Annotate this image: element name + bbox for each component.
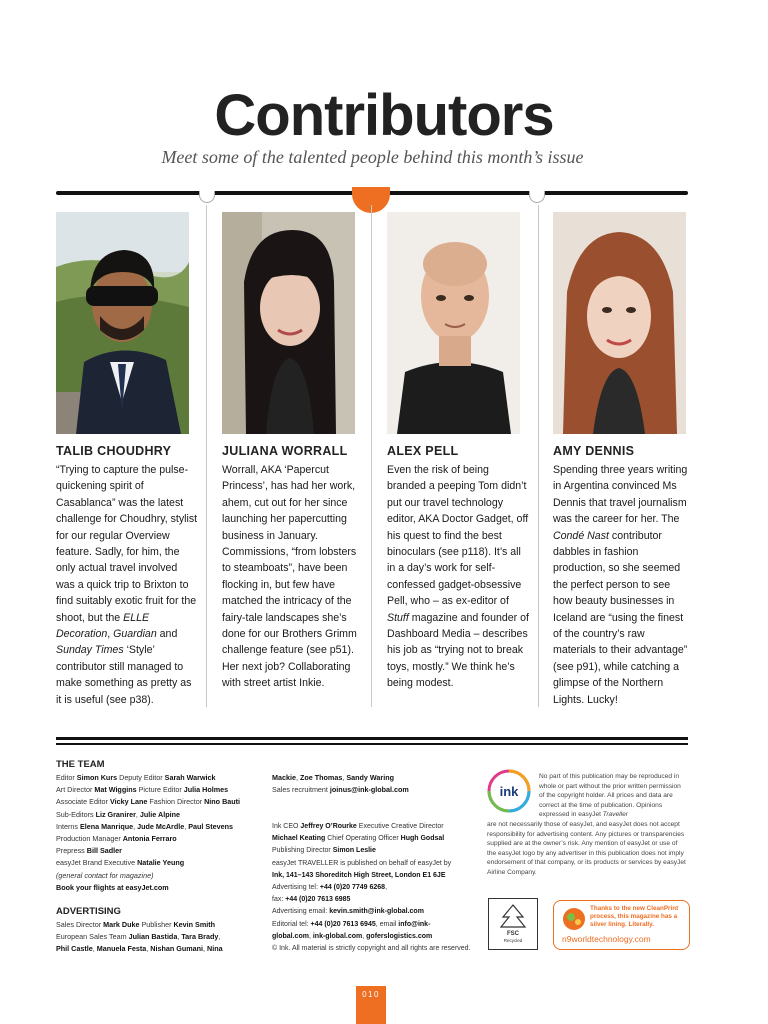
cleanprint-text: Thanks to the new CleanPrint process, this magazine has a silver lining. Literally. — [590, 905, 679, 928]
page-subtitle: Meet some of the talented people behind this month’s issue — [161, 147, 584, 167]
contributor-photo-alex — [387, 212, 520, 434]
contributor-bio: “Trying to capture the pulse-quickening spirit of Casablanca” was the latest challenge for Choudhry, stylist for our regular Overview feature. Sadly, for him, the only actual travel involved was a quick trip to Brixton to find suitably exotic fruit for the shoot, but the ELLE Decoration, Guardian and Sunday Times ‘Style’ contributor still managed to make something as pretty as it is useful (see p38). — [56, 464, 198, 706]
contributor-photo-juliana — [222, 212, 355, 434]
contributor-bio: Even the risk of being branded a peeping Tom didn’t put our travel technology editor, AKA Doctor Gadget, off his quest to find the best binoculars (see p118). It’s all in a day’s work for self-confessed gadget-obsessive Pell, who – as ex-editor of Stuff magazine and founder of Dashboard Media – describes his job as “trying not to break toys, mostly.” We think he’s being modest. — [387, 464, 529, 690]
contributor-photo-talib — [56, 212, 189, 434]
column-divider — [206, 205, 207, 707]
team-credits: Editor Simon Kurs Deputy Editor Sarah Warwick Art Director Mat Wiggins Picture Editor Julia Holmes Associate Editor Vicky Lane Fashion Director Nino Bauti Sub-Editors Liz Granirer, Julie Alpine Interns Elena Manrique, Jude McArdle, Paul Stevens Production Manager Antonia Ferraro Prepress Bill Sadler easyJet Brand Executive Natalie Yeung (general contact for magazine) Book your flights at easyJet.com — [56, 773, 241, 892]
page-number: 010 — [362, 990, 380, 999]
ink-credits: Ink CEO Jeffrey O’Rourke Executive Creative Director Michael Keating Chief Operating Officer Hugh Godsal Publishing Director Simon Leslie easyJet TRAVELLER is published on behalf of easyJet by Ink, 141–143 Shoreditch High Street, London E1 6JE Advertising tel: +44 (0)20 7749 6268, fax: +44 (0)20 7613 6985 Advertising email: kevin.smith@ink-global.com Editorial tel: +44 (0)20 7613 6945, email info@ink- global.com, ink-global.com, gofersl​ogistics.com © Ink. All material is strictly copyright and all rights are reserved. — [272, 823, 471, 953]
contributor-name: AMY DENNIS — [553, 444, 635, 458]
column-divider — [371, 205, 372, 707]
divider-cap — [199, 191, 215, 203]
footer-rule-thin — [56, 743, 688, 745]
contributor-name: ALEX PELL — [387, 444, 459, 458]
contributor-name: JULIANA WORRALL — [222, 444, 348, 458]
fsc-badge — [488, 898, 538, 950]
contributor-photo-amy — [553, 212, 686, 434]
svg-text:Recycled: Recycled — [503, 938, 523, 943]
globe-icon — [562, 907, 586, 931]
legal-text-indent: No part of this publication may be reproduced in whole or part without the prior written permission of the copyright holder. All prices and data are correct at the time of publication. Opinions expressed in easyJet Traveller — [539, 773, 681, 819]
cleanprint-site: n9worldtechnology.com — [562, 934, 651, 944]
sales-credits: Mackie, Zoe Thomas, Sandy Waring Sales recruitment joinus@ink-global.com — [272, 773, 409, 795]
column-divider — [538, 205, 539, 707]
contributor-bio: Spending three years writing in Argentina convinced Ms Dennis that travel journalism was the career for her. The Condé Nast contributor dabbles in fashion production, so she seemed the perfect person to see how beauty businesses in Iceland are “using the finest of the country’s raw materials to their advantage” (see p91), while catching a glimpse of the Northern Lights. Lucky! — [553, 464, 688, 706]
ink-logo-text: ink — [499, 784, 519, 799]
svg-text:FSC: FSC — [507, 931, 519, 937]
contributor-name: TALIB CHOUDHRY — [56, 444, 172, 458]
divider-cap — [529, 191, 545, 203]
legal-text-full: are not necessarily those of easyJet, and easyJet does not accept responsibility for advertising content. Any pictures or transparencies supplied are at the owner’s risk. Any mention of easyJet or use of the easyJet logo by any advertiser in this publication does not imply endorsement of that company, or its products or services by easyJet Airline Company. — [487, 820, 686, 876]
page-number-tab — [356, 986, 386, 1024]
page-title: Contributors — [214, 83, 554, 148]
team-heading: THE TEAM — [56, 759, 105, 770]
footer-rule — [56, 737, 688, 740]
legal-text — [487, 772, 687, 878]
cleanprint-badge — [553, 900, 690, 950]
contributor-bio: Worrall, AKA ‘Papercut Princess’, has had her work, ahem, cut out for her since launching her papercutting business in January. Commissions, “from lobsters to steamboats”, have been flocking in, but few have matched the intricacy of the fairy-tale landscapes she’s done for our Brothers Grimm challenge feature (see p51). Her next job? Collaborating with street artist Inkie. — [222, 464, 357, 690]
fsc-tree-icon — [489, 899, 537, 949]
advertising-credits: Sales Director Mark Duke Publisher Kevin Smith European Sales Team Julian Bastida, Tara Brady, Phil Castle, Manuela Festa, Nishan Gumani, Nina — [56, 920, 223, 954]
advertising-heading: ADVERTISING — [56, 906, 121, 917]
